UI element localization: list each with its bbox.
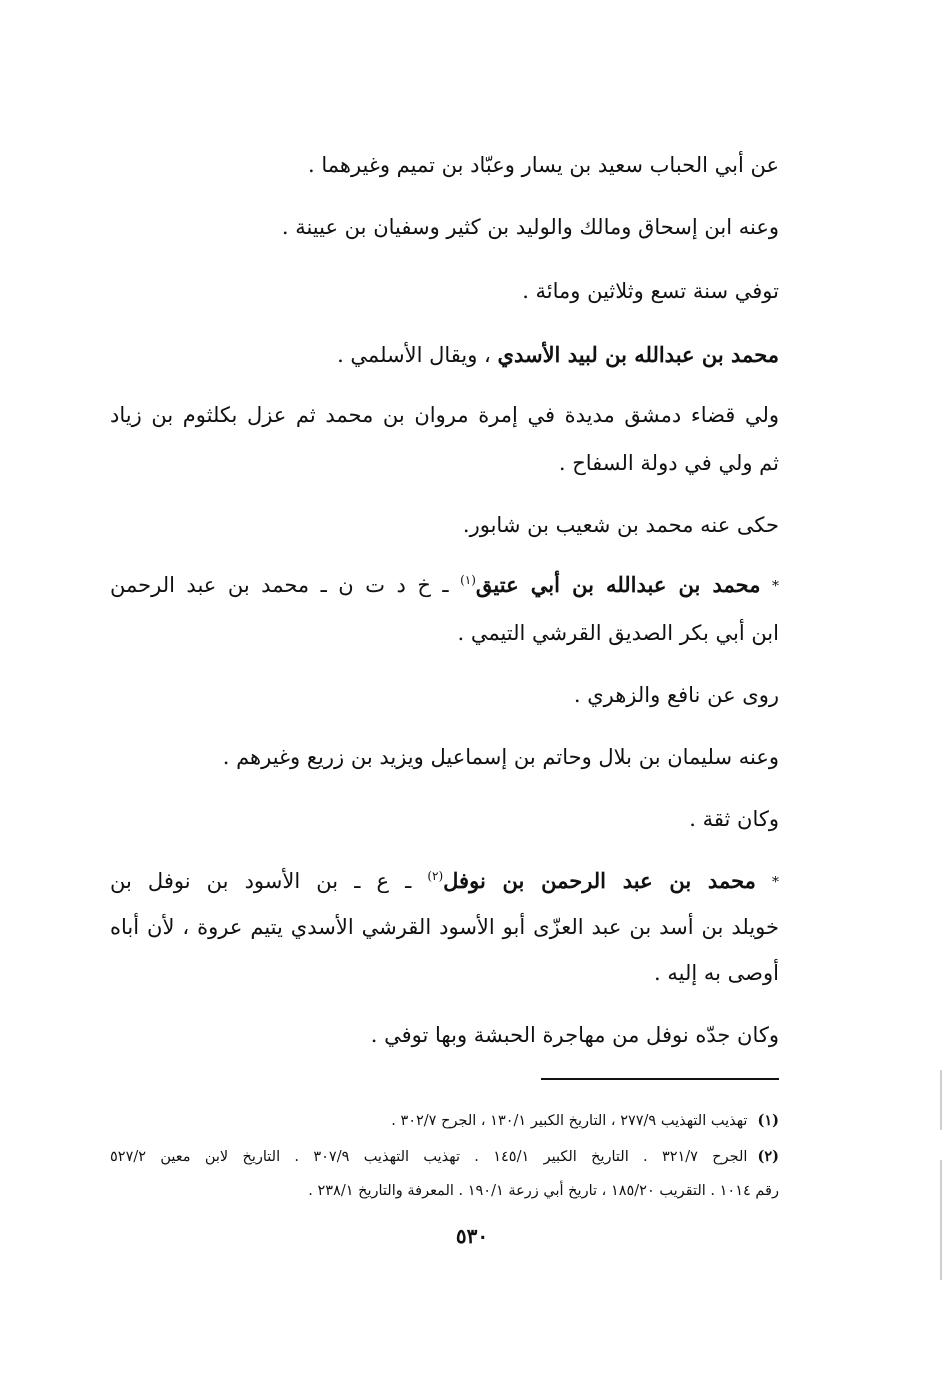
text-line-9: ابن أبي بكر الصديق القرشي التيمي . bbox=[457, 621, 779, 645]
footnote-1 bbox=[110, 1110, 779, 1132]
entry-heading-ibn-nawfal bbox=[110, 866, 779, 898]
text-line-14: خويلد بن أسد بن عبد العزّى أبو الأسود القرشي الأسدي يتيم عروة ، لأن أباه bbox=[110, 915, 779, 939]
footnote-text: تهذيب التهذيب ٢٧٧/٩ ، التاريخ الكبير ١٣٠/١ ، الجرح ٣٠٢/٧ . bbox=[391, 1113, 748, 1129]
footnote-2 bbox=[110, 1146, 779, 1168]
footnote-2-continued bbox=[110, 1180, 779, 1202]
entry-rest: ـ ع ـ بن الأسود بن نوفل بن bbox=[110, 869, 428, 893]
entry-heading-ibn-abi-atiq bbox=[110, 570, 779, 602]
footnote-text: رقم ١٠١٤ . التقريب ١٨٥/٢٠ ، تاريخ أبي زرعة ١٩٠/١ . المعرفة والتاريخ ٢٣٨/١ . bbox=[308, 1183, 779, 1199]
entry-rest: ـ خ د ت ن ـ محمد بن عبد الرحمن bbox=[110, 573, 461, 597]
footnote-number: (٢) bbox=[757, 1148, 780, 1165]
text-line-16: وكان جدّه نوفل من مهاجرة الحبشة وبها توفي . bbox=[370, 1023, 779, 1047]
text-line-5: ولي قضاء دمشق مديدة في إمرة مروان بن محمد ثم عزل بكلثوم بن زياد bbox=[110, 403, 779, 427]
text-line-7: حكى عنه محمد بن شعيب بن شابور. bbox=[462, 513, 779, 537]
entry-name: محمد بن عبد الرحمن بن نوفل bbox=[443, 868, 756, 893]
text-line-12: وكان ثقة . bbox=[689, 807, 779, 831]
text-line-15: أوصى به إليه . bbox=[654, 961, 779, 985]
text-line-2: وعنه ابن إسحاق ومالك والوليد بن كثير وسفيان بن عيينة . bbox=[281, 215, 779, 239]
footnote-separator bbox=[541, 1078, 779, 1080]
scan-margin-artifact bbox=[940, 1160, 942, 1280]
entry-name: محمد بن عبدالله بن أبي عتيق bbox=[475, 572, 761, 597]
footnote-ref: (١) bbox=[460, 573, 476, 587]
entry-rest: ، ويقال الأسلمي . bbox=[337, 343, 498, 367]
text-line-1: عن أبي الحباب سعيد بن يسار وعبّاد بن تميم وغيرهما . bbox=[307, 153, 779, 177]
entry-star-marker: * bbox=[772, 578, 779, 595]
text-line-6: ثم ولي في دولة السفاح . bbox=[558, 451, 779, 475]
text-line-3: توفي سنة تسع وثلاثين ومائة . bbox=[522, 279, 779, 303]
entry-heading-ibn-labid bbox=[110, 340, 779, 370]
scan-margin-artifact bbox=[940, 1070, 942, 1130]
footnote-number: (١) bbox=[757, 1112, 779, 1129]
footnote-ref: (٢) bbox=[427, 869, 444, 883]
footnote-text: الجرح ٣٢١/٧ . التاريخ الكبير ١٤٥/١ . تهذيب التهذيب ٣٠٧/٩ . التاريخ لابن معين ٥٢٧/٢ bbox=[110, 1149, 748, 1165]
entry-name: محمد بن عبدالله بن لبيد الأسدي bbox=[497, 342, 779, 367]
entry-star-marker: * bbox=[772, 874, 779, 891]
text-line-10: روى عن نافع والزهري . bbox=[573, 683, 779, 707]
text-line-11: وعنه سليمان بن بلال وحاتم بن إسماعيل ويزيد بن زريع وغيرهم . bbox=[222, 745, 779, 769]
page-number: ٥٣٠ bbox=[455, 1224, 489, 1248]
